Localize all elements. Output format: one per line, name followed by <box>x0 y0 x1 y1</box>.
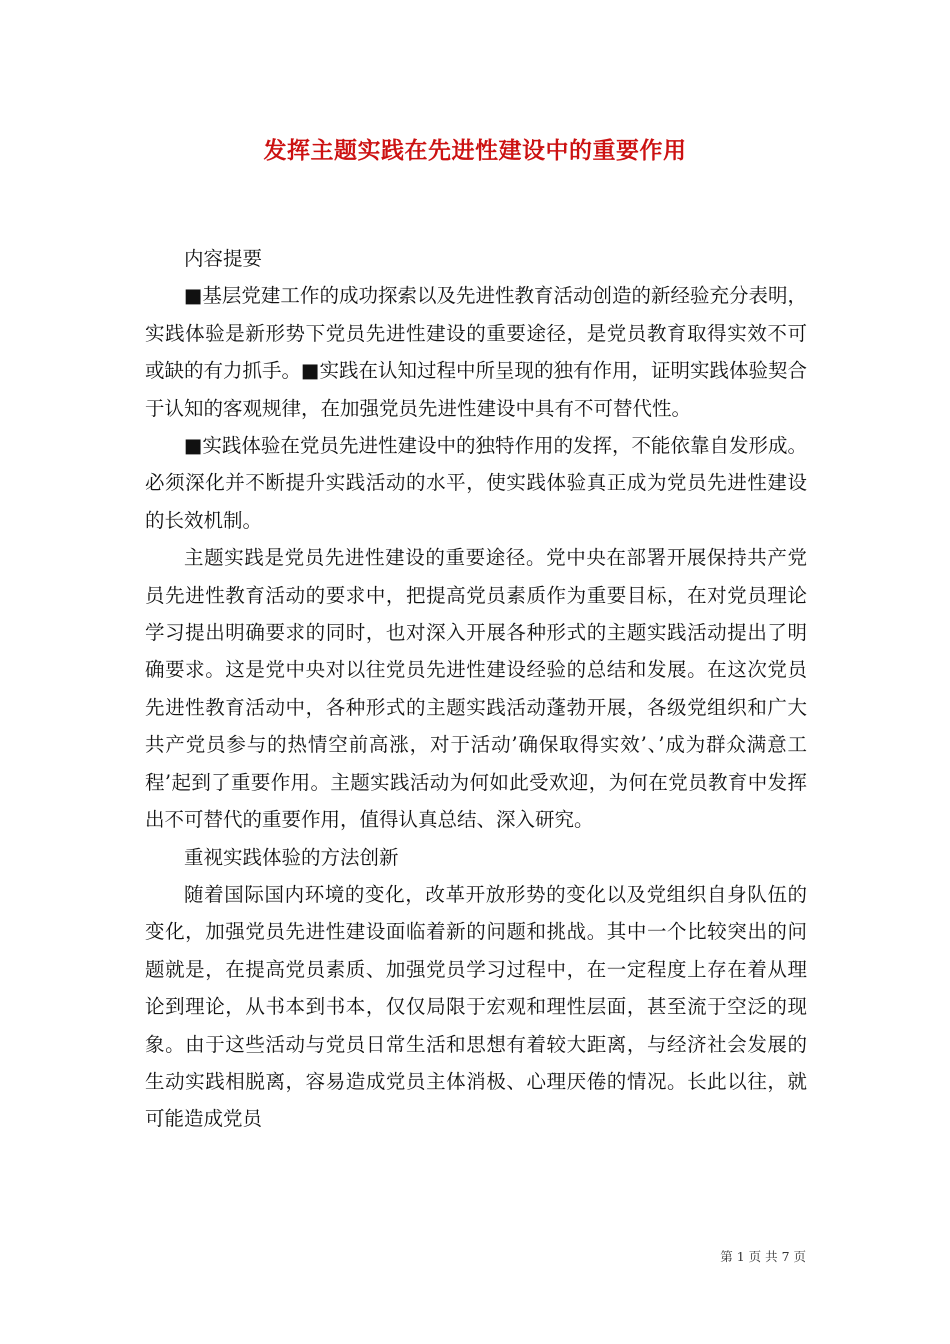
paragraph: ■基层党建工作的成功探索以及先进性教育活动创造的新经验充分表明，实践体验是新形势下党员先进性建设的重要途径，是党员教育取得实效不可或缺的有力抓手。■实践在认知过程中所呈现的独有作用，证明实践体验契合于认知的客观规律，在加强党员先进性建设中具有不可替代性。 <box>145 284 807 420</box>
paragraph: ■实践体验在党员先进性建设中的独特作用的发挥，不能依靠自发形成。必须深化并不断提升实践活动的水平，使实践体验真正成为党员先进性建设的长效机制。 <box>145 434 807 532</box>
paragraph: 随着国际国内环境的变化，改革开放形势的变化以及党组织自身队伍的变化，加强党员先进性建设面临着新的问题和挑战。其中一个比较突出的问题就是，在提高党员素质、加强党员学习过程中，在一定程度上存在着从理论到理论，从书本到书本，仅仅局限于宏观和理性层面，甚至流于空泛的现象。由于这些活动与党员日常生活和思想有着较大距离，与经济社会发展的生动实践相脱离，容易造成党员主体消极、心理厌倦的情况。长此以往，就可能造成党员 <box>145 882 807 1131</box>
page-number: 第 1 页 共 7 页 <box>720 1249 806 1264</box>
paragraph: 主题实践是党员先进性建设的重要途径。党中央在部署开展保持共产党员先进性教育活动的要求中，把提高党员素质作为重要目标，在对党员理论学习提出明确要求的同时，也对深入开展各种形式的主题实践活动提出了明确要求。这是党中央对以往党员先进性建设经验的总结和发展。在这次党员先进性教育活动中，各种形式的主题实践活动蓬勃开展，各级党组织和广大共产党员参与的热情空前高涨，对于活动’确保取得实效’、’成为群众满意工程’起到了重要作用。主题实践活动为何如此受欢迎，为何在党员教育中发挥出不可替代的重要作用，值得认真总结、深入研究。 <box>145 546 807 832</box>
section-heading-summary: 内容提要 <box>184 247 263 270</box>
document-title: 发挥主题实践在先进性建设中的重要作用 <box>263 137 687 164</box>
section-heading: 重视实践体验的方法创新 <box>184 845 399 869</box>
document-body <box>145 240 807 1138</box>
